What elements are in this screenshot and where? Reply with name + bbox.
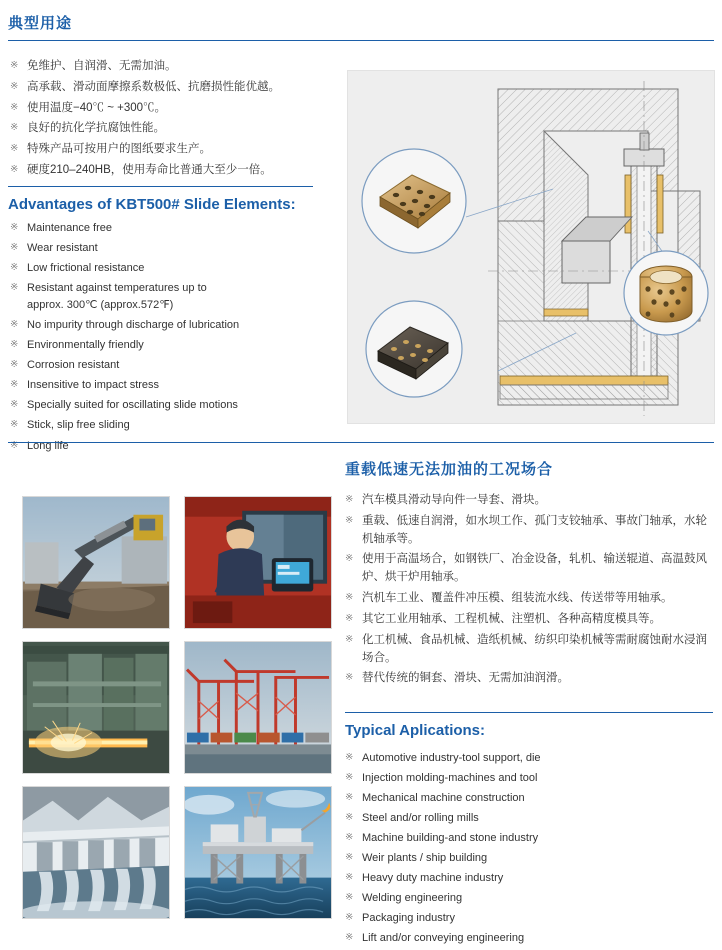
- list-item-label: Specially suited for oscillating slide motions: [27, 399, 238, 412]
- asterisk-icon: ※: [10, 419, 19, 431]
- list-item-label: Injection molding-machines and tool: [362, 772, 538, 785]
- asterisk-icon: ※: [345, 872, 354, 884]
- list-item: [345, 750, 713, 767]
- list-item: [10, 397, 330, 414]
- asterisk-icon: ※: [10, 319, 19, 331]
- list-item: [10, 280, 330, 297]
- asterisk-icon: ※: [345, 592, 354, 604]
- mold-slide-element-cross-section-drawing: [347, 70, 715, 424]
- list-item-label: 重载、低速自润滑，如水坝工作、孤门支铰轴承、事故门轴承，水轮机轴承等。: [362, 514, 707, 545]
- list-item-label: Packaging industry: [362, 912, 455, 925]
- asterisk-icon: ※: [10, 60, 19, 71]
- list-item: [10, 240, 330, 257]
- typical-applications-title-text: Typical Aplications:: [345, 722, 486, 739]
- photo-crane-operator-cabin: [184, 496, 332, 629]
- asterisk-icon: ※: [345, 852, 354, 864]
- list-item: [345, 790, 713, 807]
- asterisk-icon: ※: [345, 752, 354, 763]
- heavy-duty-title: [345, 458, 715, 479]
- asterisk-icon: ※: [10, 282, 19, 294]
- list-item-label: approx. 300℃ (approx.572℉): [27, 299, 174, 312]
- list-item-label: Long life: [27, 439, 69, 452]
- list-item-label: Environmentally friendly: [27, 339, 144, 352]
- list-item: [345, 632, 713, 668]
- list-item-label: 使用于高温场合，如钢铁厂、冶金设备，轧机、输送辊道、高温鼓风炉、烘干炉用轴承。: [362, 553, 707, 584]
- typical-applications-list: [345, 750, 713, 950]
- heavy-duty-title-text: 重载低速无法加油的工况场合: [345, 461, 554, 478]
- list-item-label: 汽车模具滑动导向件一导套、滑块。: [362, 494, 546, 506]
- list-item-label: Low frictional resistance: [27, 262, 145, 275]
- list-item: [345, 890, 713, 907]
- list-item-label: Weir plants / ship building: [362, 852, 488, 865]
- list-item-label: Maintenance free: [27, 222, 112, 234]
- photo-offshore-oil-platform-image: [185, 787, 331, 918]
- list-item: [345, 513, 713, 549]
- photo-offshore-oil-platform: [184, 786, 332, 919]
- list-item-label: 特殊产品可按用户的图纸要求生产。: [27, 143, 211, 156]
- list-item: [10, 220, 330, 237]
- list-item: [345, 611, 713, 629]
- section-divider: [8, 442, 714, 443]
- list-item: [345, 670, 713, 688]
- photo-crane-operator-cabin-image: [185, 497, 331, 628]
- list-item-label: 使用温度−40℃ ~ +300℃。: [27, 101, 167, 114]
- list-item-label: Stick, slip free sliding: [27, 419, 130, 432]
- photo-dam-spillway: [22, 786, 170, 919]
- list-item-continuation: [10, 297, 330, 314]
- list-item: [10, 260, 330, 277]
- list-item-label: Lift and/or conveying engineering: [362, 932, 525, 945]
- asterisk-icon: ※: [345, 812, 354, 824]
- asterisk-icon: ※: [345, 912, 354, 924]
- asterisk-icon: ※: [345, 633, 354, 645]
- list-item: [10, 162, 320, 180]
- list-item: [345, 830, 713, 847]
- list-item: [10, 141, 320, 159]
- asterisk-icon: ※: [10, 339, 19, 351]
- asterisk-icon: ※: [10, 359, 19, 371]
- asterisk-icon: ※: [345, 514, 354, 526]
- list-item-label: Corrosion resistant: [27, 359, 120, 372]
- photo-dam-spillway-image: [23, 787, 169, 918]
- asterisk-icon: ※: [10, 80, 19, 92]
- list-item-label: 化工机械、食品机械、造纸机械、纺织印染机械等需耐腐蚀耐水浸润场合。: [362, 633, 707, 664]
- photo-port-container-cranes-image: [185, 642, 331, 773]
- list-item: [10, 58, 320, 76]
- typical-applications-divider: [345, 712, 713, 713]
- advantages-title: [8, 196, 348, 213]
- asterisk-icon: ※: [345, 832, 354, 844]
- list-item: [345, 492, 713, 510]
- list-item-label: 高承载、滑动面摩擦系数极低、抗磨损性能优越。: [27, 80, 280, 93]
- list-item: [10, 120, 320, 138]
- list-item: [345, 810, 713, 827]
- list-item: [345, 930, 713, 947]
- list-item-label: Welding engineering: [362, 892, 463, 905]
- asterisk-icon: ※: [10, 379, 19, 391]
- asterisk-icon: ※: [345, 792, 354, 804]
- list-item-label: Wear resistant: [27, 242, 98, 255]
- asterisk-icon: ※: [10, 222, 19, 233]
- asterisk-icon: ※: [10, 122, 19, 134]
- application-photo-grid: [22, 496, 332, 919]
- asterisk-icon: ※: [345, 772, 354, 784]
- asterisk-icon: ※: [10, 242, 19, 254]
- photo-excavator-bucket: [22, 496, 170, 629]
- heavy-duty-list: [345, 492, 713, 691]
- advantages-list: [10, 220, 330, 458]
- list-item-label: Resistant against temperatures up to: [27, 282, 207, 295]
- photo-steel-mill-rolling: [22, 641, 170, 774]
- asterisk-icon: ※: [345, 932, 354, 944]
- list-item-label: Mechanical machine construction: [362, 792, 525, 805]
- asterisk-icon: ※: [345, 612, 354, 624]
- list-item: [10, 337, 330, 354]
- list-item: [345, 910, 713, 927]
- list-item: [345, 870, 713, 887]
- list-item: [10, 100, 320, 118]
- list-item-label: 其它工业用轴承、工程机械、注塑机、各种高精度模具等。: [362, 612, 661, 625]
- list-item-label: Automotive industry-tool support, die: [362, 752, 541, 764]
- asterisk-icon: ※: [10, 164, 19, 176]
- list-item-label: Heavy duty machine industry: [362, 872, 504, 885]
- asterisk-icon: ※: [345, 553, 354, 565]
- list-item-label: 替代传统的铜套、滑块、无需加油润滑。: [362, 672, 569, 685]
- typical-applications-title: [345, 722, 715, 739]
- list-item: [10, 79, 320, 97]
- list-item-label: Machine building-and stone industry: [362, 832, 539, 845]
- advantages-title-text: Advantages of KBT500# Slide Elements:: [8, 196, 296, 213]
- list-item: [345, 850, 713, 867]
- title-divider: [8, 40, 714, 41]
- drawing-svg: [348, 71, 714, 423]
- advantages-divider: [8, 186, 313, 187]
- list-item-label: 免维护、自润滑、无需加油。: [27, 60, 177, 72]
- list-item: [10, 417, 330, 434]
- list-item-label: Steel and/or rolling mills: [362, 812, 479, 825]
- list-item-label: Insensitive to impact stress: [27, 379, 160, 392]
- list-item: [10, 438, 330, 455]
- list-item: [10, 357, 330, 374]
- chinese-feature-list: [10, 58, 320, 183]
- asterisk-icon: ※: [10, 439, 19, 451]
- list-item-label: 硬度210–240HB，使用寿命比普通大至少一倍。: [27, 164, 272, 177]
- asterisk-icon: ※: [10, 101, 19, 113]
- photo-steel-mill-rolling-image: [23, 642, 169, 773]
- asterisk-icon: ※: [345, 494, 354, 505]
- asterisk-icon: ※: [10, 143, 19, 155]
- asterisk-icon: ※: [10, 399, 19, 411]
- photo-excavator-bucket-image: [23, 497, 169, 628]
- page-title-text: 典型用途: [8, 15, 73, 32]
- asterisk-icon: ※: [345, 892, 354, 904]
- list-item-label: 良好的抗化学抗腐蚀性能。: [27, 122, 165, 135]
- list-item-label: No impurity through discharge of lubrication: [27, 319, 240, 332]
- list-item: [345, 551, 713, 587]
- asterisk-icon: ※: [345, 672, 354, 684]
- list-item: [10, 377, 330, 394]
- page-title: [8, 12, 714, 33]
- list-item: [10, 317, 330, 334]
- photo-port-container-cranes: [184, 641, 332, 774]
- list-item-label: 汽机车工业、覆盖件冲压模、组装流水线、传送带等用轴承。: [362, 592, 673, 605]
- asterisk-icon: ※: [10, 262, 19, 274]
- list-item: [345, 770, 713, 787]
- list-item: [345, 590, 713, 608]
